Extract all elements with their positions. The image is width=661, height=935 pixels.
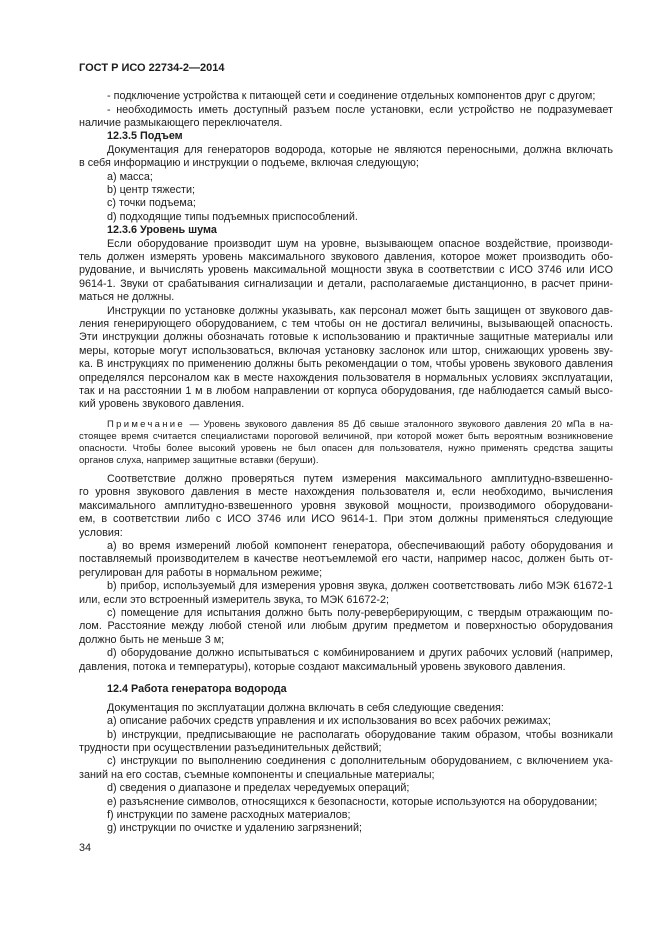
- list-item: a) масса;: [107, 170, 153, 183]
- list-item-line: заний на его состав, съемные компоненты и специальные материалы;: [79, 768, 435, 781]
- section-heading-12-4: 12.4 Работа генератора водорода: [107, 682, 287, 695]
- list-item-line: регулирован для работы в нормальном режиме;: [79, 566, 323, 579]
- paragraph-line: тель должен измерять уровень максимального звукового давления, которое может производить обо-: [79, 250, 613, 263]
- section-heading-12-3-6: 12.3.6 Уровень шума: [107, 224, 217, 237]
- paragraph-line: определялся персоналом как в месте нахождения пользователя в нормальных условиях эксплуатации,: [79, 371, 613, 384]
- paragraph-line: ка. В инструкциях по применению должны быть рекомендации о том, чтобы уровень звукового давления: [79, 358, 613, 371]
- paragraph-line: меры, которые могут использоваться, включая установку заслонок или штор, снижающих уровень зву-: [79, 344, 613, 357]
- paragraph-line: в себя информацию и инструкции о подъеме, включая следующую;: [79, 157, 419, 170]
- list-item: a) описание рабочих средств управления и их использования во всех рабочих режимах;: [107, 715, 551, 728]
- paragraph-line: го уровня звукового давления в месте нахождения пользователя и, если необходимо, вычисления: [79, 486, 613, 499]
- paragraph-line: ем, в соответствии либо с ИСО 3746 или ИСО 9614-1. При этом должны применяться следующие: [79, 513, 613, 526]
- list-item-line: или, если это встроенный измеритель звука, то МЭК 61672-2;: [79, 593, 390, 606]
- paragraph-line: Инструкции по установке должны указывать, как персонал может быть защищен от звукового дав-: [107, 304, 613, 317]
- list-item-line: поставляемый производителем в качестве неотъемлемой его части, например насос, должен быть от-: [79, 553, 613, 566]
- page-number: 34: [79, 842, 92, 854]
- section-12-4-body: [79, 702, 613, 836]
- list-item: d) сведения о диапазоне и пределах чередуемых операций;: [107, 782, 410, 795]
- note-label: Примечание: [107, 418, 185, 430]
- paragraph-line: ления генерирующего оборудованием, с тем чтобы он не достигал величины, вызывающей опасность.: [79, 317, 613, 330]
- list-item-line: должно быть не меньше 3 м;: [79, 633, 225, 646]
- list-item: c) инструкции по выполнению соединения с дополнительным оборудованием, с включением ука-: [107, 755, 613, 768]
- paragraph-line: рудование, и вычислять уровень максимальной мощности звука в соответствии с ИСО 3746 или ИСО: [79, 264, 613, 277]
- note-text: — Уровень звукового давления 85 Дб свыше эталонного звукового давления 20 мПа в на-: [189, 418, 613, 430]
- paragraph-line: максимального амплитудно-взвешенного уровня звуковой мощности, производимого оборудовани-: [79, 499, 613, 512]
- section-heading-12-3-5: 12.3.5 Подъем: [107, 130, 183, 143]
- paragraph-line: условия:: [79, 526, 123, 539]
- document-header-title: ГОСТ Р ИСО 22734-2—2014: [79, 62, 225, 74]
- list-item: e) разъяснение символов, относящихся к безопасности, которые используются на оборудовании;: [107, 795, 598, 808]
- paragraph-line: Если оборудование производит шум на уровне, вызывающем опасное воздействие, производи-: [107, 237, 613, 250]
- paragraph-line: Документация по эксплуатации должна включать в себя следующие сведения:: [107, 701, 504, 714]
- paragraph-line: маться не должны.: [79, 291, 175, 304]
- list-item: b) прибор, используемый для измерения уровня звука, должен соответствовать либо МЭК 61672-1: [107, 580, 613, 593]
- document-body: [79, 90, 613, 836]
- list-item: a) во время измерений любой компонент генератора, обеспечивающий работу оборудования и: [107, 540, 613, 553]
- paragraph-line: Соответствие должно проверяться путем измерения максимального амплитудно-взвешенно-: [107, 473, 613, 486]
- note-block: [79, 419, 613, 467]
- note-line: [79, 419, 613, 431]
- note-line: опасности. Чтобы более высокий уровень не был опасен для пользователя, нужно применять средства защиты: [79, 442, 613, 454]
- paragraph-line: Эти инструкции должны обозначать готовые к использованию и практичные защитные материалы или: [79, 331, 613, 344]
- list-item-line: давления, потока и температуры), которые создают максимальный уровень звукового давления.: [79, 660, 566, 673]
- paragraph-line: 9614-1. Звуки от срабатывания сигнализации и детали, располагаемые дистанционно, в расчет прини-: [79, 277, 613, 290]
- paragraph-line: Документация для генераторов водорода, которые не являются переносными, должна включать: [107, 143, 613, 156]
- list-item: d) подходящие типы подъемных приспособлений.: [107, 210, 358, 223]
- list-item: b) центр тяжести;: [107, 184, 195, 197]
- list-item-line: трудности при осуществлении разъединительных действий;: [79, 742, 382, 755]
- list-item: b) инструкции, предписывающие не располагать оборудование таким образом, чтобы возникали: [107, 728, 613, 741]
- list-item-line: наличие размыкающего переключателя.: [79, 117, 283, 130]
- list-item: - подключение устройства к питающей сети и соединение отдельных компонентов друг с другом;: [107, 90, 596, 103]
- paragraph-line: так и на расстоянии 1 м в любом направлении от корпуса оборудования, где наблюдается самый высо-: [79, 384, 613, 397]
- list-item-line: лом. Расстояние между любой стеной или любым другим предметом и поверхностью оборудования: [79, 620, 613, 633]
- list-item: f) инструкции по замене расходных материалов;: [107, 809, 351, 822]
- list-item: c) точки подъема;: [107, 197, 196, 210]
- list-item: g) инструкции по очистке и удалению загрязнений;: [107, 822, 362, 835]
- compliance-block: [79, 473, 613, 674]
- list-item: - необходимость иметь доступный разъем после установки, если устройство не подразумевает: [107, 103, 613, 116]
- list-item: d) оборудование должно испытываться с комбинированием и других рабочих условий (например,: [107, 647, 613, 660]
- paragraph-line: кий уровень звукового давления.: [79, 398, 245, 411]
- list-item: c) помещение для испытания должно быть полу-реверберирующим, с твердым отражающим по-: [107, 606, 613, 619]
- note-line: органов слуха, например защитные вставки (беруши).: [79, 454, 319, 466]
- note-line: стоящее время считается специалистами пороговой величиной, при которой может быть вероятным возникновение: [79, 430, 613, 442]
